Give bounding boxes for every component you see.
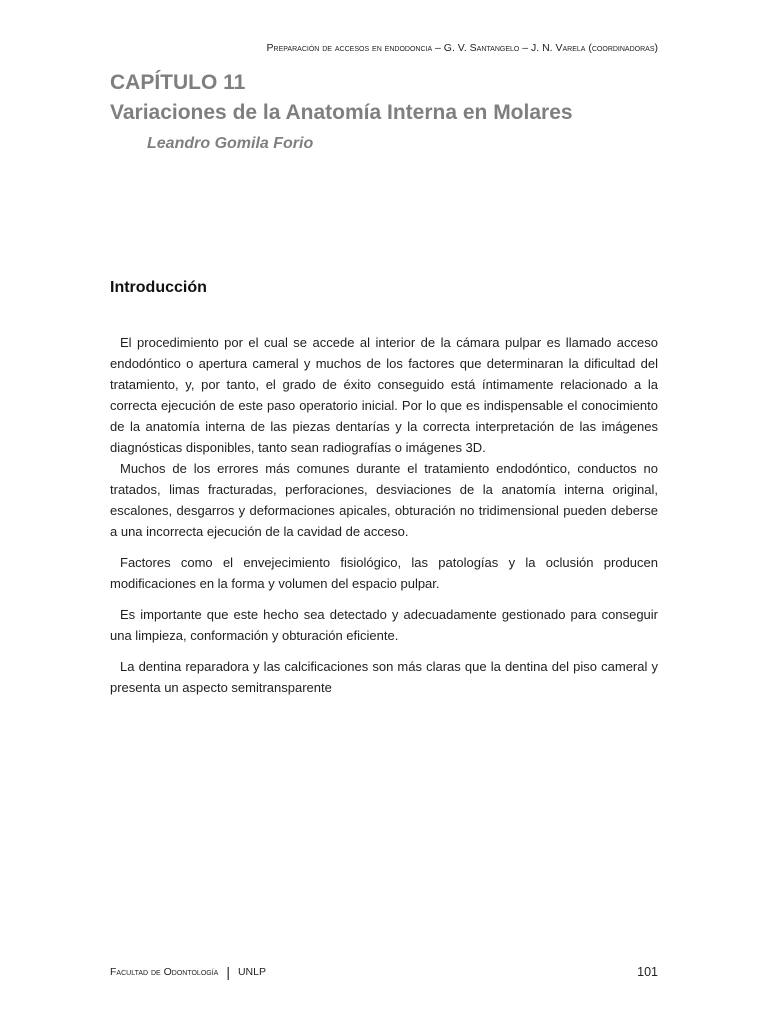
footer-university: UNLP bbox=[237, 966, 266, 978]
footer-institution: Facultad de Odontología bbox=[110, 966, 219, 978]
page-footer bbox=[110, 964, 658, 980]
chapter-label: CAPÍTULO 11 bbox=[110, 71, 246, 94]
running-header: Preparación de accesos en endodoncia – G. V. Santangelo – J. N. Varela (coordinadoras) bbox=[266, 42, 658, 54]
chapter-author: Leandro Gomila Forio bbox=[147, 135, 314, 152]
page-number: 101 bbox=[637, 965, 658, 979]
body-paragraph: Factores como el envejecimiento fisiológico, las patologías y la oclusión producen modificaciones en la forma y volumen del espacio pulpar. bbox=[110, 555, 658, 591]
body-paragraph: Es importante que este hecho sea detectado y adecuadamente gestionado para conseguir una limpieza, conformación y obturación eficiente. bbox=[110, 607, 658, 643]
section-heading: Introducción bbox=[110, 279, 207, 296]
body-paragraph: Muchos de los errores más comunes durante el tratamiento endodóntico, conductos no tratados, limas fracturadas, perforaciones, desviaciones de la anatomía interna original, escalones, desgarros y deformaciones apicales, obturación no tridimensional pueden deberse a una incorrecta ejecución de la cavidad de acceso. bbox=[110, 461, 658, 539]
section-body bbox=[110, 332, 658, 698]
body-paragraph: La dentina reparadora y las calcificaciones son más claras que la dentina del piso cameral y presenta un aspecto semitransparente bbox=[110, 659, 658, 695]
footer-separator: | bbox=[226, 964, 230, 980]
body-paragraph: El procedimiento por el cual se accede al interior de la cámara pulpar es llamado acceso endodóntico o apertura cameral y muchos de los factores que determinaran la dificultad del tratamiento, y, por tanto, el grado de éxito conseguido está íntimamente relacionado a la correcta ejecución de este paso operatorio inicial. Por lo que es indispensable el conocimiento de la anatomía interna de las piezas dentarías y la correcta interpretación de las imágenes diagnósticas disponibles, tanto sean radiografías o imágenes 3D. bbox=[110, 335, 658, 455]
chapter-title: Variaciones de la Anatomía Interna en Molares bbox=[110, 101, 573, 124]
footer-credits bbox=[110, 964, 266, 980]
